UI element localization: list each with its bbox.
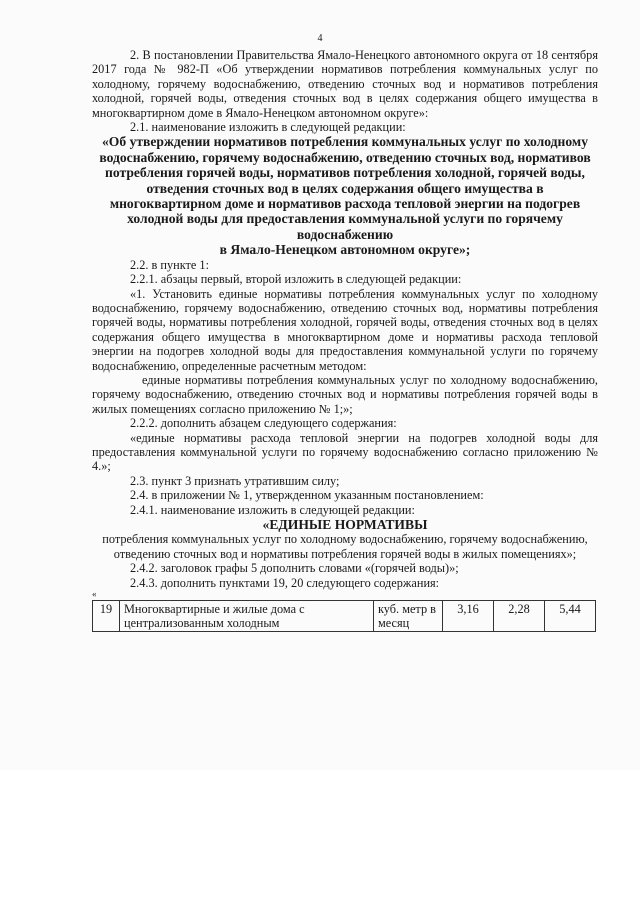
paragraph-2: 2. В постановлении Правительства Ямало-Ненецкого автономного округа от 18 сентября 2017 года № 982-П «Об утверждении нормативов потребления коммунальных услуг по холодному, горячему водоснабжению, отведению сточных вод и нормативов потребления холодной, горячей воды, отведения сточных вод в целях содержания общего имущества в многоквартирном доме в Ямало-Ненецком автономном округе»: — [92, 48, 598, 120]
new-title-quote: «Об утверждении нормативов потребления коммунальных услуг по холодному водоснабжению, горячему водоснабжению, отведению сточных вод, нормативов потребления горячей воды, нормативов потребления холодной, горячей воды, отведения сточных вод в целях содержания общего имущества в многоквартирном доме и нормативов расхода тепловой энергии на подогрев холодной воды для предоставления коммунальной услуги по горячему водоснабжению — [99, 134, 591, 242]
paragraph-2-4-2: 2.4.2. заголовок графы 5 дополнить словами «(горячей воды)»; — [130, 561, 459, 576]
paragraph-2-2: 2.2. в пункте 1: — [130, 257, 209, 272]
row-number-cell: 19 — [93, 601, 120, 632]
table-row — [93, 601, 596, 632]
value-cell-2: 2,28 — [494, 601, 545, 632]
norms-subheading: потребления коммунальных услуг по холодному водоснабжению, горячему водоснабжению, отведению сточных вод и нормативы потребления горячей воды в жилых помещениях»; — [102, 532, 588, 561]
paragraph-2-4-1: 2.4.1. наименование изложить в следующей редакции: — [130, 502, 415, 517]
paragraph-2-4-3: 2.4.3. дополнить пунктами 19, 20 следующего содержания: — [130, 575, 440, 590]
paragraph-2-1: 2.1. наименование изложить в следующей редакции: — [130, 120, 406, 135]
value-cell-1: 3,16 — [443, 601, 494, 632]
paragraph-2-3: 2.3. пункт 3 признать утратившим силу; — [130, 473, 340, 488]
norms-table — [92, 600, 596, 632]
table-open-quote: « — [92, 589, 97, 600]
unit-cell: куб. метр в месяц — [374, 601, 443, 632]
description-cell: Многоквартирные и жилые дома с централизованным холодным — [120, 601, 374, 632]
paragraph-2-4: 2.4. в приложении № 1, утвержденном указанным постановлением: — [130, 488, 484, 503]
blank-margin — [0, 770, 640, 905]
new-title-quote-tail: в Ямало-Ненецком автономном округе»; — [219, 242, 471, 258]
paragraph-2-2-1: 2.2.1. абзацы первый, второй изложить в следующей редакции: — [130, 272, 462, 287]
page-number: 4 — [317, 33, 323, 44]
quoted-paragraph-1: «1. Установить единые нормативы потребления коммунальных услуг по холодному водоснабжению, горячему водоснабжению, отведению сточных вод, нормативы потребления горячей воды, нормативы потребления холодной, горячей воды, отведения сточных вод в целях содержания общего имущества в многоквартирном доме и нормативы расхода тепловой энергии на подогрев холодной воды для предоставления коммунальной услуги по горячему водоснабжению, определенные расчетным методом: — [92, 286, 598, 373]
quoted-paragraph-3: «единые нормативы расхода тепловой энергии на подогрев холодной воды для предоставления коммунальной услуги по горячему водоснабжению согласно приложению № 4.»; — [92, 430, 598, 474]
document-body — [92, 48, 598, 632]
norms-heading: «ЕДИНЫЕ НОРМАТИВЫ — [262, 517, 428, 532]
paragraph-2-2-2: 2.2.2. дополнить абзацем следующего содержания: — [130, 416, 397, 431]
quoted-paragraph-2: единые нормативы потребления коммунальных услуг по холодному водоснабжению, горячему водоснабжению, отведению сточных вод и нормативы потребления горячей воды в жилых помещениях согласно приложению № 1;»; — [92, 372, 598, 416]
value-cell-3: 5,44 — [545, 601, 596, 632]
